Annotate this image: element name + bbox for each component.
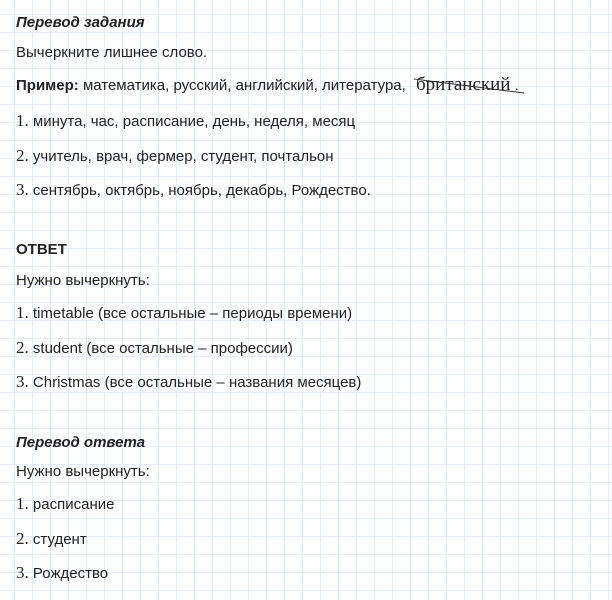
crossed-word-text: британский [415, 74, 511, 95]
task-instruction: Вычеркните лишнее слово. [16, 44, 208, 61]
example-label: Пример: [16, 77, 79, 94]
strikethrough-line [414, 78, 526, 94]
task-item: 3. сентябрь, октябрь, ноябрь, декабрь, Рождество. [16, 180, 371, 199]
answer-item: 1. timetable (все остальные – периоды времени) [16, 303, 353, 322]
answer-translation-heading: Перевод ответа [16, 434, 146, 451]
crossed-word [416, 76, 510, 94]
answer-intro: Нужно вычеркнуть: [16, 272, 150, 289]
answer-translation-item: 3. Рождество [16, 563, 109, 582]
task-heading: Перевод задания [16, 14, 145, 31]
task-item: 2. учитель, врач, фермер, студент, почтальон [16, 146, 334, 165]
example-end: . [514, 77, 519, 94]
answer-translation-intro: Нужно вычеркнуть: [16, 463, 150, 480]
answer-item: 2. student (все остальные – профессии) [16, 338, 293, 357]
answer-heading: ОТВЕТ [16, 241, 67, 258]
task-item: 1. минута, час, расписание, день, неделя, месяц [16, 111, 356, 130]
example-line [16, 76, 519, 95]
answer-translation-item: 1. расписание [16, 494, 115, 513]
answer-translation-item: 2. студент [16, 529, 87, 548]
answer-item: 3. Christmas (все остальные – названия месяцев) [16, 372, 362, 391]
example-text: математика, русский, английский, литература, [82, 77, 406, 94]
